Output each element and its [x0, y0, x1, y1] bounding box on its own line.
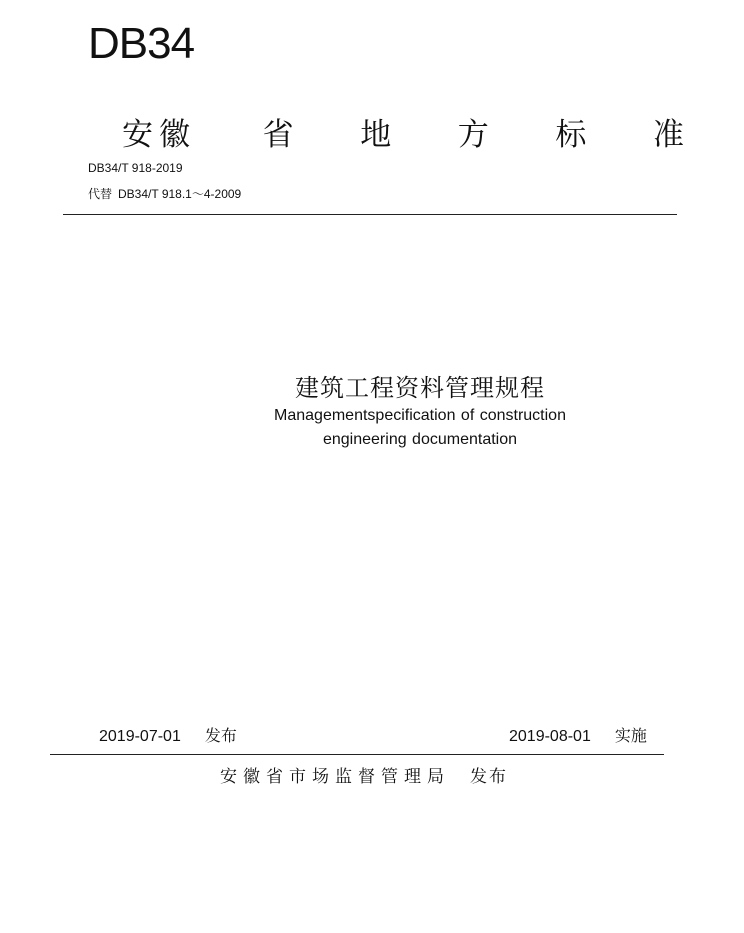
english-title-line-2: engineering documentation — [322, 431, 518, 448]
implement-date: 2019-08-01 — [509, 728, 591, 745]
publish-date: 2019-07-01 — [99, 728, 181, 745]
standard-type-heading — [122, 116, 684, 153]
standard-type-char: 地 — [360, 117, 392, 152]
standard-type-char: 准 — [652, 117, 684, 152]
standard-type-char: 标 — [555, 117, 587, 152]
standard-code: DB34 — [88, 19, 195, 68]
english-title-line-1: Managementspecification of construction — [274, 407, 566, 424]
standard-type-char: 安徽 — [122, 117, 196, 152]
bottom-divider — [50, 754, 664, 755]
standard-type-char: 方 — [457, 117, 489, 152]
implement-info — [509, 723, 647, 746]
document-title-chinese: 建筑工程资料管理规程 — [295, 375, 545, 402]
standard-type-char: 省 — [262, 117, 294, 152]
issuer-label: 发布 — [470, 767, 508, 786]
publish-label: 发布 — [204, 728, 237, 745]
publish-info — [99, 723, 237, 746]
standard-number: DB34/T 918-2019 — [88, 161, 183, 175]
replaces-number: DB34/T 918.1～4-2009 — [118, 187, 242, 201]
replaces-line — [88, 185, 241, 202]
document-title-english — [220, 404, 620, 452]
issuing-authority — [220, 762, 508, 787]
replaces-label: 代替 — [88, 187, 113, 201]
implement-label: 实施 — [614, 728, 647, 745]
top-divider — [63, 214, 677, 215]
issuer-name: 安徽省市场监督管理局 — [220, 767, 450, 786]
